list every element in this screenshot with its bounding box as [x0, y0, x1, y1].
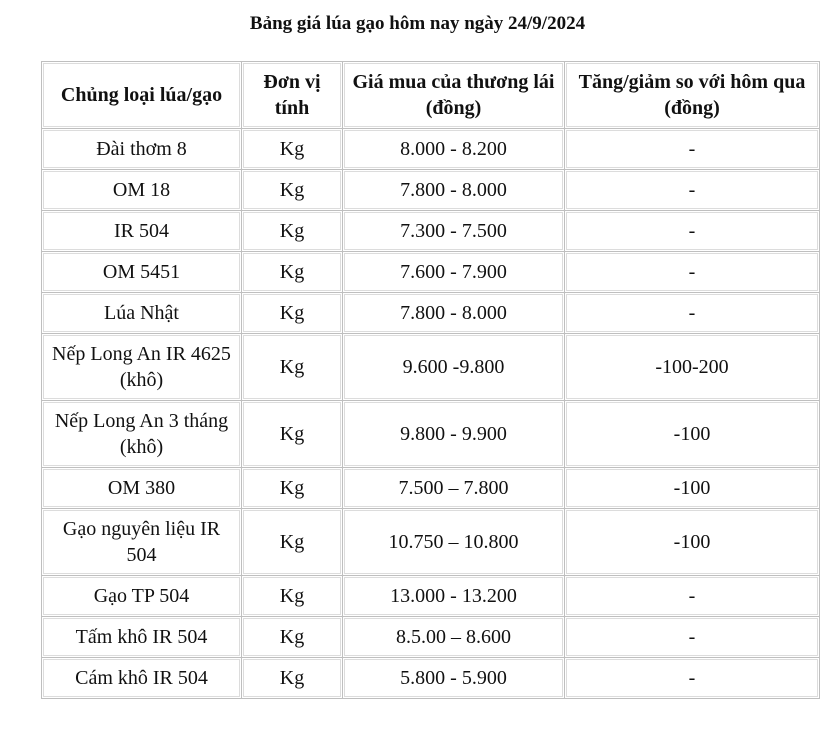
cell-unit: Kg	[242, 617, 343, 658]
cell-price: 9.600 -9.800	[343, 334, 565, 401]
cell-unit: Kg	[242, 468, 343, 509]
table-row	[42, 509, 820, 576]
cell-price: 7.500 – 7.800	[343, 468, 565, 509]
cell-variety: OM 380	[42, 468, 242, 509]
table-header-row	[42, 62, 820, 129]
cell-variety: Đài thơm 8	[42, 129, 242, 170]
cell-price: 13.000 - 13.200	[343, 576, 565, 617]
cell-unit: Kg	[242, 252, 343, 293]
cell-change: -	[565, 170, 820, 211]
table-row	[42, 576, 820, 617]
header-price: Giá mua của thương lái (đồng)	[343, 62, 565, 129]
cell-change: -100-200	[565, 334, 820, 401]
cell-change: -	[565, 211, 820, 252]
cell-change: -	[565, 617, 820, 658]
cell-unit: Kg	[242, 658, 343, 699]
cell-unit: Kg	[242, 211, 343, 252]
cell-price: 7.800 - 8.000	[343, 293, 565, 334]
cell-price: 5.800 - 5.900	[343, 658, 565, 699]
header-change: Tăng/giảm so với hôm qua (đồng)	[565, 62, 820, 129]
table-row	[42, 334, 820, 401]
cell-unit: Kg	[242, 334, 343, 401]
cell-change: -	[565, 293, 820, 334]
cell-price: 7.600 - 7.900	[343, 252, 565, 293]
rice-price-table	[41, 61, 820, 699]
cell-change: -100	[565, 509, 820, 576]
table-row	[42, 658, 820, 699]
cell-price: 7.300 - 7.500	[343, 211, 565, 252]
cell-unit: Kg	[242, 170, 343, 211]
table-row	[42, 170, 820, 211]
cell-unit: Kg	[242, 509, 343, 576]
cell-variety: Nếp Long An IR 4625 (khô)	[42, 334, 242, 401]
table-row	[42, 129, 820, 170]
table-row	[42, 617, 820, 658]
cell-change: -	[565, 576, 820, 617]
table-row	[42, 252, 820, 293]
cell-unit: Kg	[242, 129, 343, 170]
cell-price: 8.5.00 – 8.600	[343, 617, 565, 658]
cell-change: -	[565, 658, 820, 699]
cell-variety: Gạo TP 504	[42, 576, 242, 617]
cell-change: -	[565, 129, 820, 170]
cell-price: 8.000 - 8.200	[343, 129, 565, 170]
header-unit: Đơn vị tính	[242, 62, 343, 129]
cell-price: 9.800 - 9.900	[343, 401, 565, 468]
page-title: Bảng giá lúa gạo hôm nay ngày 24/9/2024	[249, 13, 586, 34]
cell-variety: Cám khô IR 504	[42, 658, 242, 699]
cell-variety: Gạo nguyên liệu IR 504	[42, 509, 242, 576]
cell-variety: Lúa Nhật	[42, 293, 242, 334]
table-row	[42, 211, 820, 252]
cell-unit: Kg	[242, 293, 343, 334]
table-row	[42, 401, 820, 468]
header-variety: Chủng loại lúa/gạo	[42, 62, 242, 129]
cell-variety: OM 18	[42, 170, 242, 211]
cell-change: -100	[565, 468, 820, 509]
cell-variety: Nếp Long An 3 tháng (khô)	[42, 401, 242, 468]
cell-change: -100	[565, 401, 820, 468]
cell-unit: Kg	[242, 576, 343, 617]
cell-variety: OM 5451	[42, 252, 242, 293]
cell-price: 10.750 – 10.800	[343, 509, 565, 576]
cell-unit: Kg	[242, 401, 343, 468]
table-row	[42, 293, 820, 334]
cell-variety: Tấm khô IR 504	[42, 617, 242, 658]
cell-change: -	[565, 252, 820, 293]
cell-variety: IR 504	[42, 211, 242, 252]
cell-price: 7.800 - 8.000	[343, 170, 565, 211]
table-row	[42, 468, 820, 509]
